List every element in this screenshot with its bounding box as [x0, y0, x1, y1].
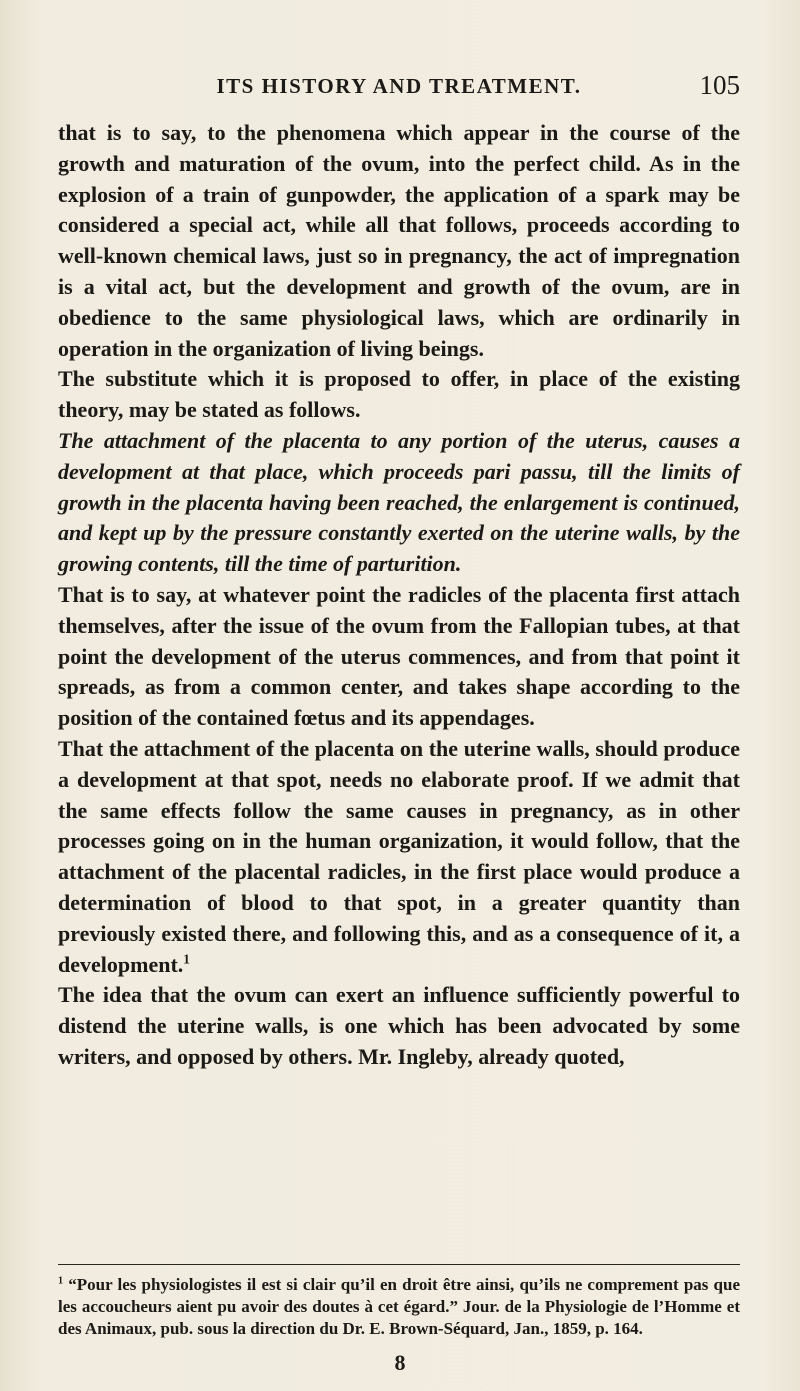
footnote-marker: 1 [58, 1275, 64, 1287]
paragraph: The idea that the ovum can exert an influence sufficiently powerful to distend the uterine walls, is one which has been advocated by some writers, and opposed by others. Mr. Ingleby, already quoted, [58, 982, 740, 1069]
page-number: 105 [699, 70, 740, 100]
paragraph-with-footnote-ref [58, 734, 740, 980]
footnote-text: “Pour les physiologistes il est si clair qu’il en droit être ainsi, qu’ils ne comprement pas que les accoucheurs aient pu avoir des doutes à cet égard.” Jour. de la Physiologie de l’Homme et des Animaux, pub. sous la direction du Dr. E. Brown-Séquard, Jan., 1859, p. 164. [58, 1275, 741, 1338]
page-header [58, 70, 740, 102]
signature-mark: 8 [394, 1350, 406, 1375]
paragraph: The substitute which it is proposed to offer, in place of the existing theory, may be stated as follows. [58, 366, 740, 423]
paragraph: that is to say, to the phenomena which appear in the course of the growth and maturation of the ovum, into the perfect child. As in the explosion of a train of gunpowder, the application of a spark may be considered a special act, while all that follows, proceeds according to well-known chemical laws, just so in pregnancy, the act of impregnation is a vital act, but the development and growth of the ovum, are in obedience to the same physiological laws, which are ordinarily in operation in the organization of living beings. [58, 120, 740, 361]
body-text [58, 118, 740, 1073]
paragraph-italic-thesis: The attachment of the placenta to any portion of the uterus, causes a development at that place, which proceeds pari passu, till the limits of growth in the placenta having been reached, the enlargement is continued, and kept up by the pressure constantly exerted on the uterine walls, by the growing contents, till the time of parturition. [58, 427, 740, 577]
footnote-divider [58, 1264, 740, 1265]
footnote-reference: 1 [183, 951, 190, 967]
paragraph-text: That the attachment of the placenta on the uterine walls, should produce a development at that spot, needs no elaborate proof. If we admit that the same effects follow the same causes in pregnancy, as in other processes going on in the human organization, it would follow, that the attachment of the placental radicles, in the first place would produce a determination of blood to that spot, in a greater quantity than previously existed there, and following this, and as a consequence of it, a development. [58, 735, 740, 977]
footnote [58, 1274, 740, 1340]
paragraph: That is to say, at whatever point the radicles of the placenta first attach themselves, after the issue of the ovum from the Fallopian tubes, at that point the development of the uterus commences, and from that point it spreads, as from a common center, and takes shape according to the position of the contained fœtus and its appendages. [58, 581, 740, 731]
running-head: ITS HISTORY AND TREATMENT. [216, 74, 582, 98]
